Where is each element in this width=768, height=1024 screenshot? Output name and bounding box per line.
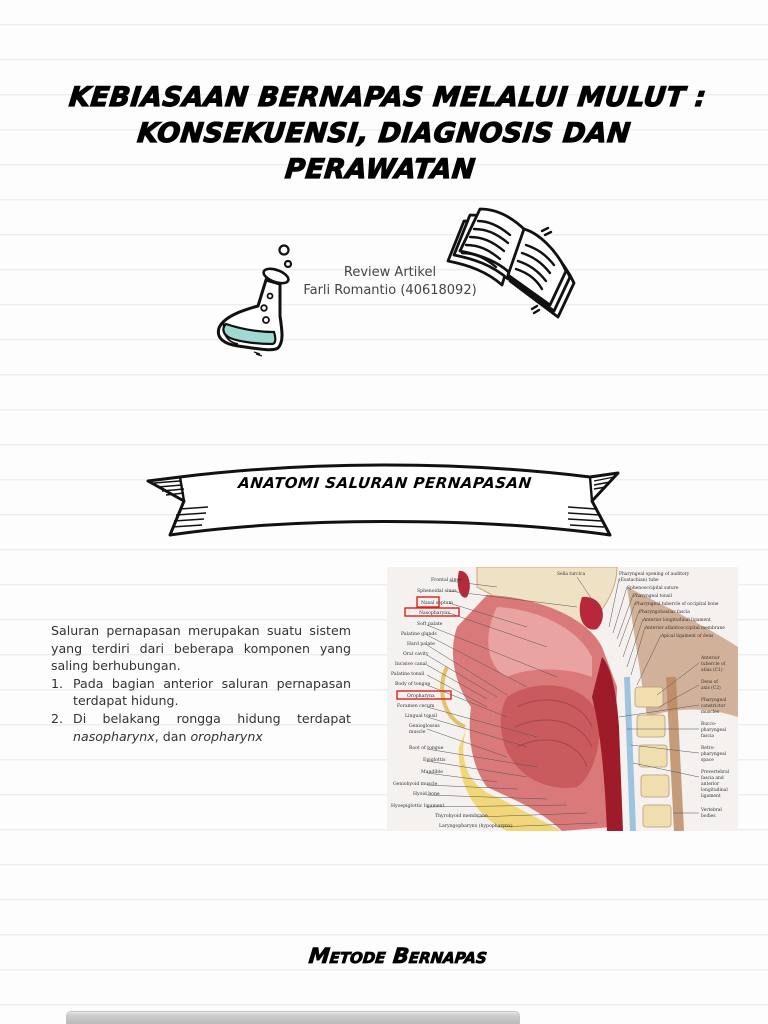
svg-text:Root of tongue: Root of tongue [409,746,444,751]
svg-text:Sella turcica: Sella turcica [557,572,586,577]
svg-text:Palatine tonsil: Palatine tonsil [391,672,425,677]
svg-text:Mandible: Mandible [421,770,443,775]
list-number: 1. [51,675,64,691]
review-type: Review Artikel [343,265,437,280]
svg-text:fascia: fascia [701,734,714,739]
svg-text:Epiglottis: Epiglottis [423,758,446,763]
svg-text:Pharyngobasilar fascia: Pharyngobasilar fascia [639,610,690,615]
list-item [51,675,351,710]
svg-text:pharyngeal: pharyngeal [701,728,727,733]
title-line-2: KONSEKUENSI, DIAGNOSIS DAN [135,118,633,149]
svg-text:space: space [701,758,714,763]
svg-text:Bucco-: Bucco- [701,722,717,727]
svg-text:Vertebral: Vertebral [701,808,722,813]
svg-text:muscles: muscles [701,710,719,715]
title-line-1: KEBIASAAN BERNAPAS MELALUI MULUT : [67,82,708,113]
svg-text:Sphenooccipital suture: Sphenooccipital suture [627,586,679,591]
list-text: Pada bagian anterior saluran pernapasan terdapat hidung. [73,675,351,709]
anatomy-list [51,675,351,745]
svg-text:Anterior: Anterior [701,656,720,661]
svg-text:Oral cavity: Oral cavity [403,652,429,657]
list-text-conj: , dan [154,728,191,744]
embedded-frame-top [66,1011,520,1024]
term-nasopharynx: nasopharynx [73,728,155,744]
list-number: 2. [51,710,64,726]
svg-text:Nasal septum: Nasal septum [421,601,453,606]
svg-text:Pharyngeal: Pharyngeal [701,698,727,703]
svg-text:Prevertebral: Prevertebral [701,770,730,775]
svg-text:tubercle of: tubercle of [701,662,726,667]
svg-text:Foramen cecum: Foramen cecum [397,704,435,709]
svg-text:fascia and: fascia and [701,776,724,781]
section-body [51,622,351,745]
author-name: Farli Romantio (40618092) [303,283,477,298]
svg-text:Pharyngeal tubercle of occipit: Pharyngeal tubercle of occipital bone [635,602,719,607]
svg-text:Hyoepiglottic ligament: Hyoepiglottic ligament [391,804,445,809]
svg-text:Hard palate: Hard palate [407,642,435,647]
svg-text:anterior: anterior [701,782,720,787]
svg-text:Pharyngeal opening of auditory: Pharyngeal opening of auditory [619,572,690,577]
svg-text:(Eustachian) tube: (Eustachian) tube [619,578,659,583]
term-oropharynx: oropharynx [190,728,263,744]
svg-text:Body of tongue: Body of tongue [395,682,431,687]
svg-text:Lingual tonsil: Lingual tonsil [405,714,437,719]
svg-text:Frontal sinus: Frontal sinus [431,578,462,583]
ribbon-banner [140,455,630,545]
list-item [51,710,351,745]
title-line-3: PERAWATAN [283,154,477,185]
section-title-metode-bernapas: Metode Bernapas [307,944,489,968]
svg-text:bodies: bodies [701,814,716,819]
svg-text:Anterior atlantooccipital memb: Anterior atlantooccipital membrane [645,626,725,631]
svg-text:Thyrohyoid membrane: Thyrohyoid membrane [435,814,488,819]
document-title [0,80,768,188]
svg-text:Genioglossus: Genioglossus [409,724,440,729]
svg-text:pharyngeal: pharyngeal [701,752,727,757]
svg-text:Retro-: Retro- [701,746,715,751]
svg-text:Geniohyoid muscle: Geniohyoid muscle [393,782,438,787]
svg-text:Anterior longitudinal ligament: Anterior longitudinal ligament [643,618,711,623]
svg-text:Hyoid bone: Hyoid bone [413,792,440,797]
svg-text:Sphenoidal sinus: Sphenoidal sinus [417,589,457,594]
svg-text:longitudinal: longitudinal [701,788,728,793]
svg-text:muscle: muscle [409,730,426,735]
svg-text:atlas (C1): atlas (C1) [701,668,723,673]
svg-text:Soft palate: Soft palate [417,622,443,627]
svg-text:constrictor: constrictor [701,704,726,709]
intro-paragraph: Saluran pernapasan merupakan suatu sistem yang terdiri dari beberapa komponen yang saling berhubungan. [51,623,351,674]
svg-text:Palatine glands: Palatine glands [401,632,437,637]
svg-text:ligament: ligament [701,794,721,799]
svg-text:Oropharynx: Oropharynx [407,694,435,699]
svg-text:Nasopharynx: Nasopharynx [419,611,450,616]
svg-text:Dens of: Dens of [701,680,718,685]
svg-text:Apical ligament of dens: Apical ligament of dens [661,634,714,639]
list-text: Di belakang rongga hidung terdapat [73,710,351,726]
svg-text:axis (C2): axis (C2) [701,686,721,691]
anatomy-figure [387,567,738,831]
open-book-icon [446,205,576,327]
svg-text:Laryngopharynx (hypopharynx): Laryngopharynx (hypopharynx) [439,824,513,829]
svg-text:Incisive canal: Incisive canal [395,662,427,667]
svg-text:Pharyngeal tonsil: Pharyngeal tonsil [633,594,672,599]
section-banner-title: ANATOMI SALURAN PERNAPASAN [237,474,533,492]
